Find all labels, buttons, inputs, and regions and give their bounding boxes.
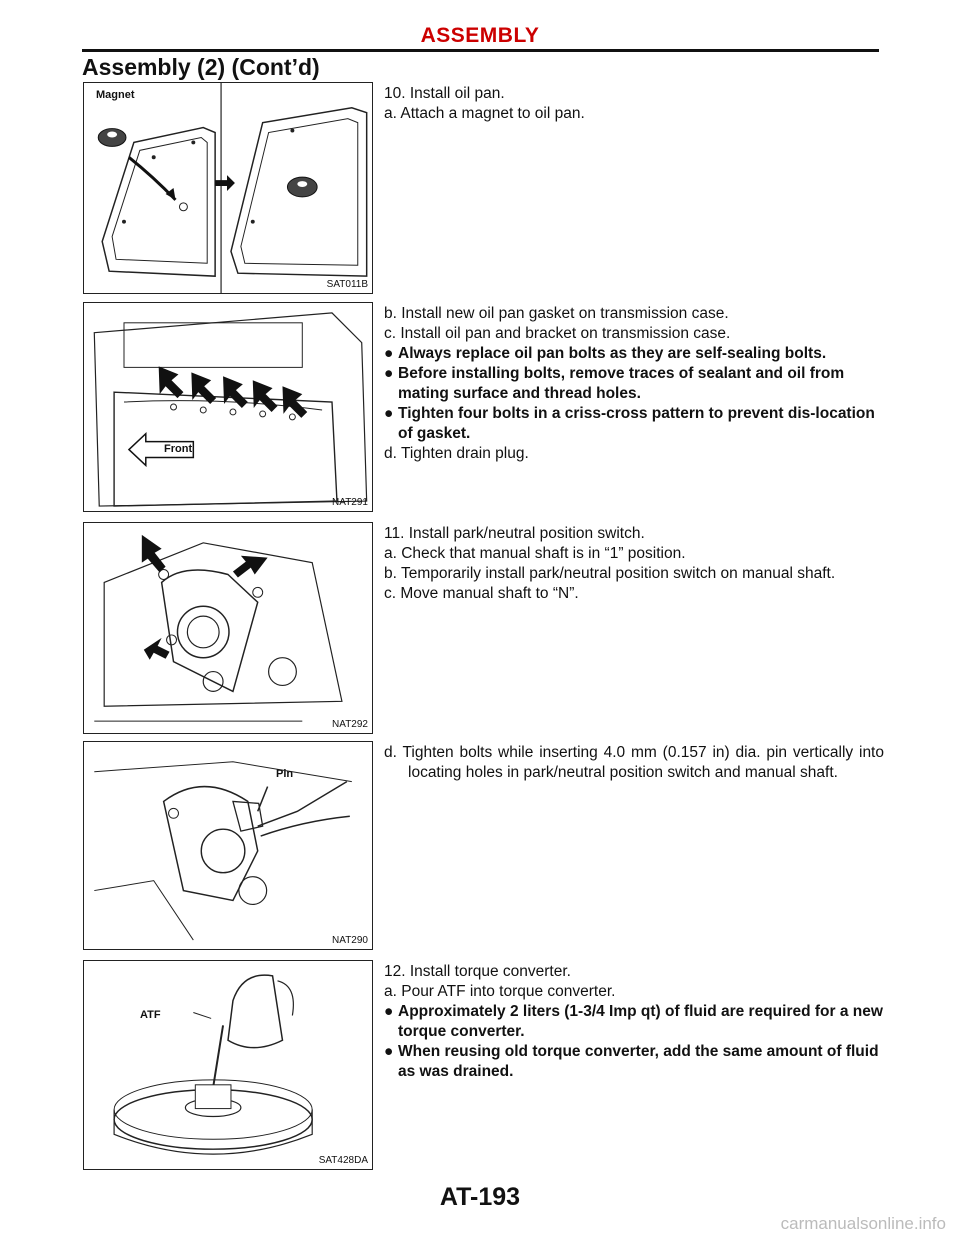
oil-pan-illustration xyxy=(84,83,372,293)
bullet-icon: ● xyxy=(384,365,394,382)
section-title: ASSEMBLY xyxy=(420,24,540,47)
bullet-icon: ● xyxy=(384,1003,394,1020)
watermark: carmanualsonline.info xyxy=(780,1214,946,1233)
figure-torque-converter xyxy=(83,960,373,1170)
figure-pin-insertion xyxy=(83,741,373,950)
pin-label: Pin xyxy=(276,768,294,780)
magnet-label: Magnet xyxy=(96,89,135,101)
step-text: b. Temporarily install park/neutral position switch on manual shaft. xyxy=(384,565,836,582)
bullet-icon: ● xyxy=(384,345,394,362)
park-neutral-switch-illustration xyxy=(84,523,372,733)
figure-magnet-oil-pan xyxy=(83,82,373,294)
torque-converter-illustration xyxy=(84,961,372,1169)
step-text: a. Attach a magnet to oil pan. xyxy=(384,105,585,122)
oil-pan-bolts-illustration xyxy=(84,303,372,511)
figure-oil-pan-bolts xyxy=(83,302,373,512)
section-torque-converter xyxy=(384,962,884,1082)
section-oil-pan-gasket xyxy=(384,304,884,464)
step-text: 11. Install park/neutral position switch. xyxy=(384,525,645,542)
pin-insertion-illustration xyxy=(84,742,372,949)
page-subtitle: Assembly (2) (Cont’d) xyxy=(82,54,320,80)
front-label: Front xyxy=(164,443,193,455)
page-number: AT-193 xyxy=(439,1183,521,1211)
bullet-icon: ● xyxy=(384,405,394,422)
caution-bullet: ● Always replace oil pan bolts as they are self-sealing bolts. xyxy=(384,345,827,362)
header-rule xyxy=(82,49,879,52)
step-text: b. Install new oil pan gasket on transmission case. xyxy=(384,305,729,322)
step-text: d. Tighten drain plug. xyxy=(384,445,529,462)
section-install-oil-pan xyxy=(384,84,884,124)
bullet-icon: ● xyxy=(384,1043,394,1060)
figure-park-neutral-switch xyxy=(83,522,373,734)
caution-bullet: ● Before installing bolts, remove traces of sealant and oil from mating surface and thread holes. xyxy=(384,365,845,402)
step-text: d. Tighten bolts while inserting 4.0 mm (0.157 in) dia. pin vertically into locating holes in park/neutral position switch and manual shaft. xyxy=(384,744,884,781)
caution-bullet: ● When reusing old torque converter, add the same amount of fluid as was drained. xyxy=(384,1043,879,1080)
figure-code: SAT011B xyxy=(326,279,368,290)
step-text: c. Install oil pan and bracket on transmission case. xyxy=(384,325,731,342)
section-tighten-bolts-pin xyxy=(384,743,884,783)
atf-label: ATF xyxy=(140,1009,161,1021)
figure-code: NAT290 xyxy=(332,935,368,946)
step-text: a. Check that manual shaft is in “1” position. xyxy=(384,545,686,562)
step-text: 10. Install oil pan. xyxy=(384,85,505,102)
step-text: c. Move manual shaft to “N”. xyxy=(384,585,579,602)
step-text: a. Pour ATF into torque converter. xyxy=(384,983,616,1000)
section-park-neutral-switch xyxy=(384,524,884,604)
caution-bullet: ● Approximately 2 liters (1-3/4 Imp qt) of fluid are required for a new torque converter. xyxy=(384,1003,883,1040)
figure-code: NAT291 xyxy=(332,497,368,508)
caution-bullet: ● Tighten four bolts in a criss-cross pattern to prevent dis-location of gasket. xyxy=(384,405,875,442)
figure-code: NAT292 xyxy=(332,719,368,730)
step-text: 12. Install torque converter. xyxy=(384,963,571,980)
figure-code: SAT428DA xyxy=(318,1155,368,1166)
